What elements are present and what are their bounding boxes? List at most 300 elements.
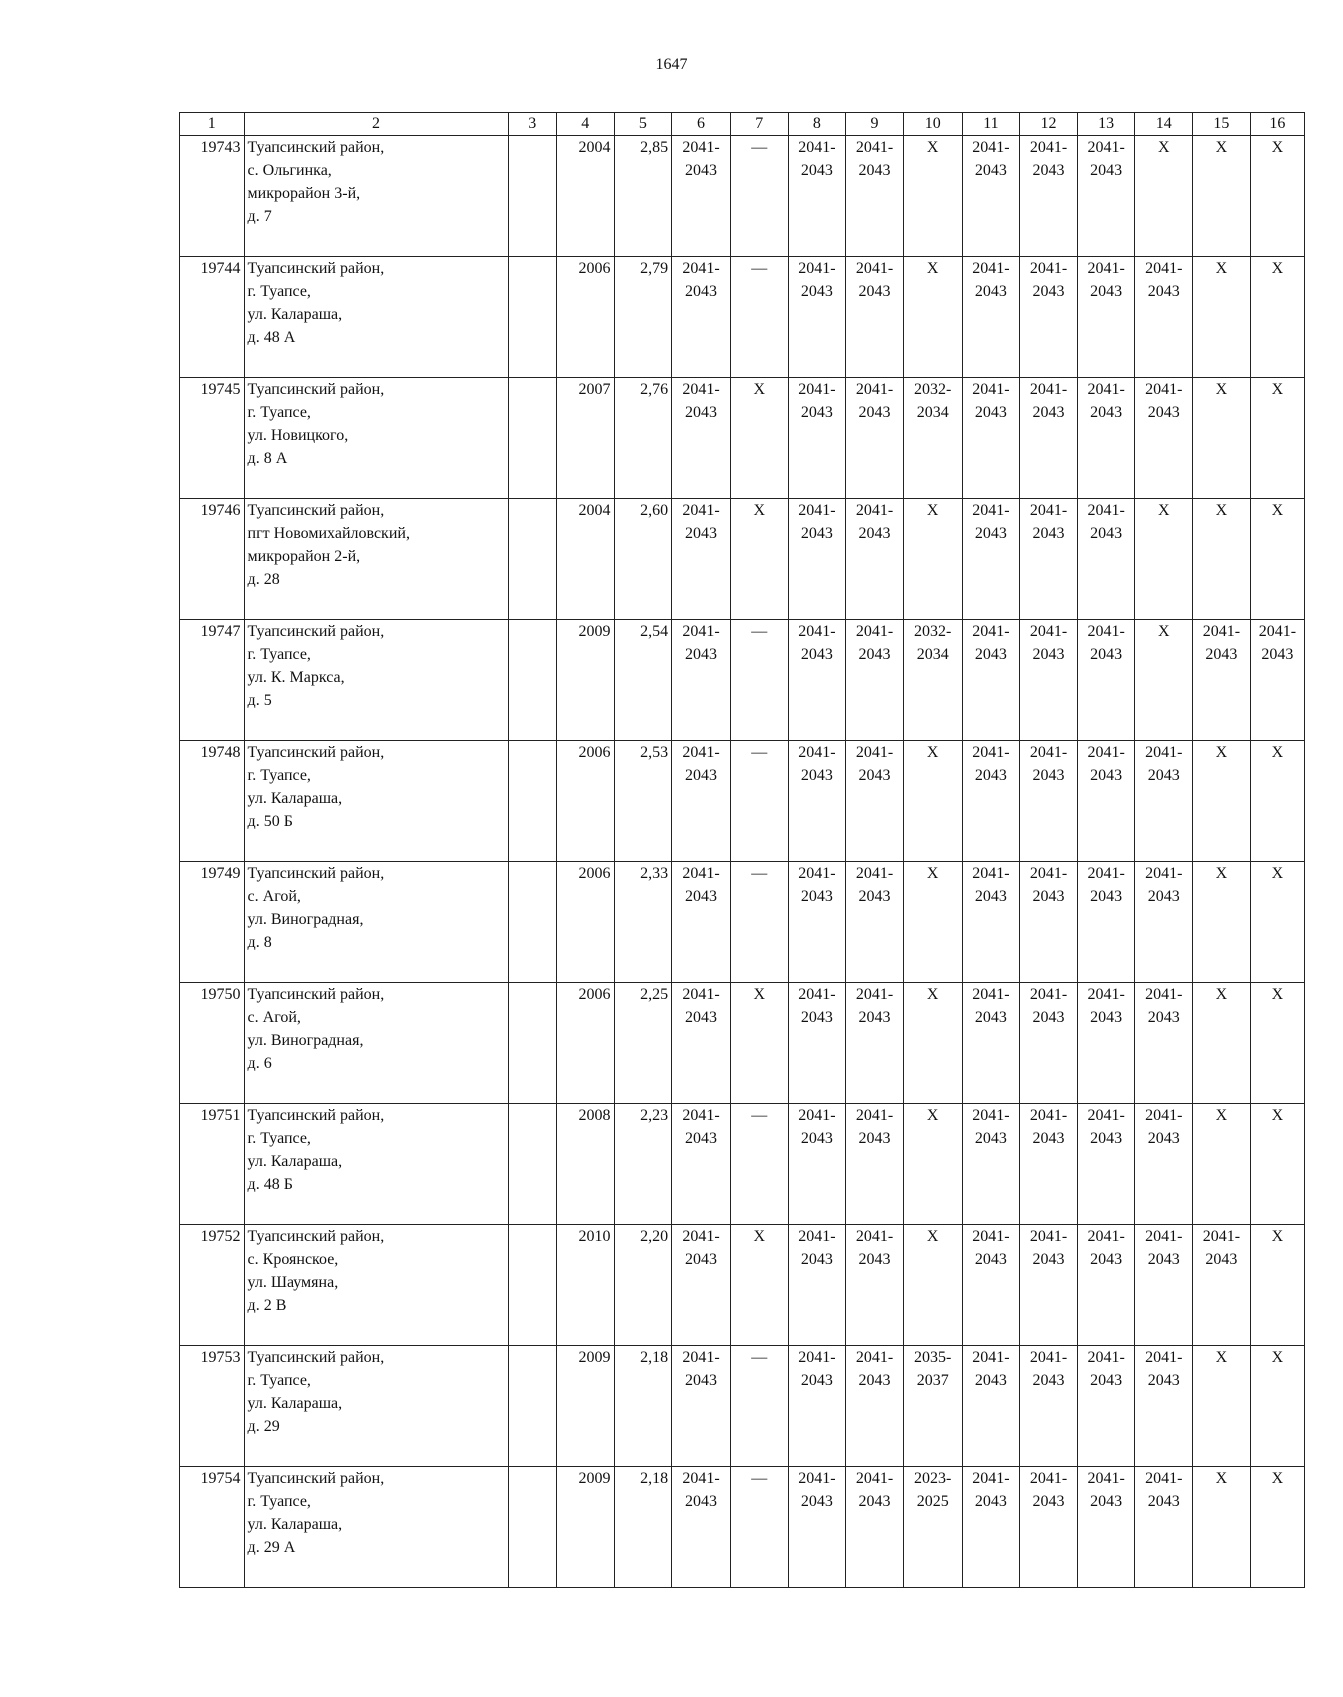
period-cell-c8 — [788, 1104, 846, 1225]
address-line: Туапсинский район, — [247, 865, 385, 882]
range-start: 2041- — [798, 1349, 836, 1366]
value-cell: 2,20 — [614, 1225, 672, 1346]
period-cell-c15: X — [1193, 741, 1251, 862]
range-start: 2041- — [1145, 744, 1183, 761]
range-start: 2041- — [855, 1349, 894, 1366]
address-cell — [244, 983, 508, 1104]
period-cell-c8 — [788, 1467, 846, 1588]
address-line: Туапсинский район, — [247, 381, 385, 398]
period-cell-c7: — — [730, 862, 788, 983]
range-start: 2041- — [855, 502, 894, 519]
range-end: 2043 — [1032, 767, 1065, 784]
address-line: с. Кроянское, — [247, 1251, 339, 1268]
period-cell-c11 — [962, 1104, 1020, 1225]
range-end: 2043 — [1205, 646, 1238, 663]
range-start: 2041- — [1145, 1470, 1183, 1487]
period-cell-c3 — [508, 1104, 556, 1225]
period-cell-c14 — [1135, 741, 1193, 862]
period-cell-c6 — [672, 257, 731, 378]
record-number: 19745 — [180, 378, 245, 499]
range-end: 2043 — [1032, 888, 1065, 905]
period-cell-c16: X — [1250, 499, 1304, 620]
range-start: 2041- — [972, 1228, 1010, 1245]
value-cell: 2,54 — [614, 620, 672, 741]
address-line: д. 8 — [247, 934, 272, 951]
period-cell-c14 — [1135, 257, 1193, 378]
period-cell-c14 — [1135, 983, 1193, 1104]
range-start: 2041- — [1087, 986, 1125, 1003]
period-cell-c10: X — [903, 257, 962, 378]
range-start: 2041- — [972, 623, 1010, 640]
range-end: 2043 — [1032, 1130, 1065, 1147]
range-start: 2041- — [972, 744, 1010, 761]
period-cell-c6 — [672, 620, 731, 741]
period-cell-c11 — [962, 1225, 1020, 1346]
range-end: 2043 — [858, 767, 891, 784]
period-cell-c3 — [508, 1225, 556, 1346]
address-cell — [244, 1467, 508, 1588]
table-row — [180, 620, 1305, 741]
address-cell — [244, 1346, 508, 1467]
address-cell — [244, 378, 508, 499]
column-header: 1 — [180, 113, 245, 136]
period-cell-c6 — [672, 983, 731, 1104]
year-cell: 2004 — [556, 499, 614, 620]
range-start: 2041- — [798, 260, 836, 277]
address-line: с. Ольгинка, — [247, 162, 332, 179]
range-start: 2041- — [1087, 865, 1125, 882]
range-start: 2041- — [972, 986, 1010, 1003]
period-cell-c9 — [846, 862, 904, 983]
address-line: Туапсинский район, — [247, 986, 385, 1003]
address-line: ул. Калараша, — [247, 1516, 343, 1533]
period-cell-c7: — — [730, 1346, 788, 1467]
period-cell-c9 — [846, 983, 904, 1104]
period-cell-c8 — [788, 257, 846, 378]
period-cell-c11 — [962, 1346, 1020, 1467]
period-cell-c16: X — [1250, 862, 1304, 983]
address-line: г. Туапсе, — [247, 283, 311, 300]
period-cell-c13 — [1077, 620, 1135, 741]
range-start: 2041- — [972, 1470, 1010, 1487]
range-start: 2041- — [855, 381, 894, 398]
range-end: 2043 — [685, 162, 718, 179]
period-cell-c15: X — [1193, 1104, 1251, 1225]
period-cell-c11 — [962, 862, 1020, 983]
period-cell-c10: X — [903, 862, 962, 983]
table-row — [180, 378, 1305, 499]
period-cell-c12 — [1020, 257, 1078, 378]
column-number-row — [180, 113, 1305, 136]
range-start: 2041- — [682, 381, 720, 398]
period-cell-c6 — [672, 741, 731, 862]
period-cell-c15: X — [1193, 136, 1251, 257]
range-start: 2023- — [914, 1470, 952, 1487]
range-end: 2043 — [858, 646, 891, 663]
range-end: 2043 — [1147, 1009, 1180, 1026]
period-cell-c8 — [788, 1346, 846, 1467]
range-start: 2041- — [1029, 744, 1068, 761]
range-start: 2041- — [798, 381, 836, 398]
period-cell-c6 — [672, 136, 731, 257]
period-cell-c10 — [903, 378, 962, 499]
address-line: микрорайон 3-й, — [247, 185, 361, 202]
period-cell-c7: — — [730, 136, 788, 257]
period-cell-c13 — [1077, 1104, 1135, 1225]
address-line: ул. Виноградная, — [247, 911, 364, 928]
address-line: ул. Шаумяна, — [247, 1274, 339, 1291]
period-cell-c12 — [1020, 1225, 1078, 1346]
range-start: 2041- — [682, 1349, 720, 1366]
column-header: 4 — [556, 113, 614, 136]
range-start: 2041- — [682, 986, 720, 1003]
period-cell-c6 — [672, 1467, 731, 1588]
period-cell-c13 — [1077, 1467, 1135, 1588]
address-line: Туапсинский район, — [247, 260, 385, 277]
table-row — [180, 983, 1305, 1104]
range-end: 2043 — [858, 1009, 891, 1026]
address-line: Туапсинский район, — [247, 1228, 385, 1245]
range-start: 2041- — [855, 139, 894, 156]
year-cell: 2004 — [556, 136, 614, 257]
period-cell-c11 — [962, 983, 1020, 1104]
period-cell-c15: X — [1193, 1346, 1251, 1467]
range-end: 2043 — [1090, 1372, 1123, 1389]
range-start: 2041- — [855, 260, 894, 277]
period-cell-c12 — [1020, 499, 1078, 620]
period-cell-c6 — [672, 1225, 731, 1346]
column-header: 11 — [962, 113, 1020, 136]
period-cell-c7: X — [730, 1225, 788, 1346]
range-start: 2032- — [914, 623, 952, 640]
period-cell-c8 — [788, 499, 846, 620]
address-line: пгт Новомихайловский, — [247, 525, 410, 542]
period-cell-c10: X — [903, 136, 962, 257]
record-number: 19743 — [180, 136, 245, 257]
range-start: 2041- — [855, 865, 894, 882]
period-cell-c14 — [1135, 1225, 1193, 1346]
period-cell-c12 — [1020, 378, 1078, 499]
address-line: д. 2 В — [247, 1297, 287, 1314]
period-cell-c13 — [1077, 136, 1135, 257]
range-end: 2043 — [974, 1130, 1007, 1147]
column-header: 16 — [1250, 113, 1304, 136]
range-start: 2041- — [1087, 1228, 1125, 1245]
period-cell-c13 — [1077, 1346, 1135, 1467]
period-cell-c10: X — [903, 499, 962, 620]
period-cell-c13 — [1077, 983, 1135, 1104]
range-start: 2041- — [1145, 865, 1183, 882]
range-end: 2043 — [974, 1009, 1007, 1026]
range-start: 2041- — [682, 260, 720, 277]
period-cell-c3 — [508, 499, 556, 620]
year-cell: 2008 — [556, 1104, 614, 1225]
range-end: 2043 — [858, 525, 891, 542]
column-header: 12 — [1020, 113, 1078, 136]
range-start: 2041- — [855, 1470, 894, 1487]
range-end: 2043 — [685, 404, 718, 421]
period-cell-c14: X — [1135, 620, 1193, 741]
range-start: 2041- — [972, 865, 1010, 882]
period-cell-c14 — [1135, 1346, 1193, 1467]
period-cell-c7: X — [730, 499, 788, 620]
period-cell-c12 — [1020, 741, 1078, 862]
year-cell: 2009 — [556, 1346, 614, 1467]
period-cell-c10: X — [903, 983, 962, 1104]
range-end: 2043 — [685, 1130, 718, 1147]
address-line: ул. Калараша, — [247, 1395, 343, 1412]
address-line: д. 7 — [247, 208, 272, 225]
period-cell-c16: X — [1250, 1225, 1304, 1346]
address-line: д. 8 А — [247, 450, 288, 467]
range-start: 2041- — [798, 986, 836, 1003]
address-cell — [244, 499, 508, 620]
address-line: ул. Калараша, — [247, 306, 343, 323]
address-line: микрорайон 2-й, — [247, 548, 361, 565]
range-start: 2041- — [1258, 623, 1297, 640]
range-end: 2043 — [1032, 646, 1065, 663]
period-cell-c11 — [962, 499, 1020, 620]
column-header: 5 — [614, 113, 672, 136]
period-cell-c9 — [846, 741, 904, 862]
period-cell-c9 — [846, 257, 904, 378]
address-line: д. 5 — [247, 692, 272, 709]
period-cell-c8 — [788, 741, 846, 862]
page-number: 1647 — [655, 56, 688, 73]
year-cell: 2010 — [556, 1225, 614, 1346]
value-cell: 2,60 — [614, 499, 672, 620]
period-cell-c14 — [1135, 378, 1193, 499]
range-start: 2041- — [1145, 1107, 1183, 1124]
period-cell-c8 — [788, 378, 846, 499]
range-end: 2043 — [974, 1251, 1007, 1268]
table-row — [180, 136, 1305, 257]
period-cell-c8 — [788, 620, 846, 741]
value-cell: 2,85 — [614, 136, 672, 257]
column-header: 10 — [903, 113, 962, 136]
period-cell-c10: X — [903, 741, 962, 862]
period-cell-c14: X — [1135, 499, 1193, 620]
range-end: 2043 — [1090, 525, 1123, 542]
range-end: 2043 — [974, 162, 1007, 179]
range-end: 2043 — [1032, 1009, 1065, 1026]
period-cell-c10 — [903, 1346, 962, 1467]
range-start: 2041- — [798, 865, 836, 882]
range-start: 2041- — [1029, 1470, 1068, 1487]
address-line: ул. Новицкого, — [247, 427, 349, 444]
year-cell: 2006 — [556, 257, 614, 378]
period-cell-c12 — [1020, 136, 1078, 257]
period-cell-c11 — [962, 257, 1020, 378]
period-cell-c13 — [1077, 862, 1135, 983]
range-start: 2041- — [1029, 1349, 1068, 1366]
range-start: 2041- — [1087, 381, 1125, 398]
range-end: 2043 — [1032, 404, 1065, 421]
range-end: 2043 — [1032, 1372, 1065, 1389]
period-cell-c7: — — [730, 1467, 788, 1588]
address-line: д. 29 — [247, 1418, 280, 1435]
range-start: 2041- — [682, 139, 720, 156]
address-cell — [244, 136, 508, 257]
range-start: 2041- — [1145, 986, 1183, 1003]
range-start: 2041- — [1087, 623, 1125, 640]
period-cell-c9 — [846, 1225, 904, 1346]
column-header: 8 — [788, 113, 846, 136]
year-cell: 2006 — [556, 741, 614, 862]
range-start: 2041- — [1029, 986, 1068, 1003]
value-cell: 2,18 — [614, 1346, 672, 1467]
address-line: с. Агой, — [247, 888, 301, 905]
address-line: д. 48 А — [247, 329, 296, 346]
range-start: 2041- — [1087, 502, 1125, 519]
period-cell-c16: X — [1250, 136, 1304, 257]
period-cell-c13 — [1077, 499, 1135, 620]
address-line: г. Туапсе, — [247, 1130, 311, 1147]
table-row — [180, 862, 1305, 983]
range-end: 2043 — [1090, 162, 1123, 179]
period-cell-c8 — [788, 1225, 846, 1346]
address-line: с. Агой, — [247, 1009, 301, 1026]
period-cell-c11 — [962, 620, 1020, 741]
period-cell-c15: X — [1193, 862, 1251, 983]
period-cell-c3 — [508, 862, 556, 983]
range-start: 2035- — [914, 1349, 952, 1366]
range-end: 2043 — [685, 525, 718, 542]
address-cell — [244, 1225, 508, 1346]
range-end: 2043 — [800, 888, 833, 905]
range-end: 2043 — [1032, 525, 1065, 542]
column-header: 13 — [1077, 113, 1135, 136]
range-start: 2041- — [1029, 381, 1068, 398]
period-cell-c15: X — [1193, 257, 1251, 378]
range-end: 2043 — [1090, 1009, 1123, 1026]
range-end: 2043 — [685, 1251, 718, 1268]
period-cell-c10 — [903, 1467, 962, 1588]
range-start: 2041- — [855, 744, 894, 761]
period-cell-c12 — [1020, 1104, 1078, 1225]
range-end: 2043 — [1147, 404, 1180, 421]
range-start: 2041- — [798, 1107, 836, 1124]
range-end: 2043 — [1090, 646, 1123, 663]
period-cell-c15: X — [1193, 983, 1251, 1104]
range-end: 2043 — [974, 404, 1007, 421]
address-line: г. Туапсе, — [247, 646, 311, 663]
period-cell-c12 — [1020, 1467, 1078, 1588]
period-cell-c11 — [962, 378, 1020, 499]
range-start: 2041- — [682, 623, 720, 640]
period-cell-c3 — [508, 378, 556, 499]
range-end: 2043 — [858, 1372, 891, 1389]
range-start: 2041- — [1087, 1349, 1125, 1366]
range-end: 2043 — [1261, 646, 1294, 663]
range-end: 2043 — [1090, 1251, 1123, 1268]
range-end: 2043 — [1032, 1251, 1065, 1268]
range-end: 2043 — [685, 1372, 718, 1389]
range-end: 2043 — [800, 525, 833, 542]
period-cell-c7: X — [730, 983, 788, 1104]
range-start: 2041- — [972, 1349, 1010, 1366]
column-header: 7 — [730, 113, 788, 136]
column-header: 2 — [244, 113, 508, 136]
period-cell-c16: X — [1250, 1346, 1304, 1467]
year-cell: 2006 — [556, 983, 614, 1104]
period-cell-c15 — [1193, 1225, 1251, 1346]
range-end: 2043 — [685, 1493, 718, 1510]
period-cell-c11 — [962, 741, 1020, 862]
period-cell-c3 — [508, 983, 556, 1104]
range-end: 2043 — [1147, 1493, 1180, 1510]
period-cell-c8 — [788, 862, 846, 983]
address-line: ул. Калараша, — [247, 1153, 343, 1170]
range-end: 2043 — [685, 767, 718, 784]
period-cell-c16 — [1250, 620, 1304, 741]
range-end: 2043 — [1090, 404, 1123, 421]
value-cell: 2,18 — [614, 1467, 672, 1588]
range-start: 2041- — [798, 744, 836, 761]
range-start: 2041- — [1087, 1107, 1125, 1124]
range-end: 2043 — [974, 767, 1007, 784]
period-cell-c15 — [1193, 620, 1251, 741]
range-start: 2041- — [682, 744, 720, 761]
range-end: 2043 — [858, 283, 891, 300]
range-start: 2041- — [798, 139, 836, 156]
period-cell-c14 — [1135, 1467, 1193, 1588]
range-end: 2034 — [916, 404, 949, 421]
address-cell — [244, 862, 508, 983]
period-cell-c16: X — [1250, 983, 1304, 1104]
range-end: 2037 — [916, 1372, 949, 1389]
range-start: 2041- — [972, 381, 1010, 398]
range-start: 2041- — [1029, 139, 1068, 156]
range-start: 2041- — [1145, 1228, 1183, 1245]
range-end: 2043 — [1147, 1372, 1180, 1389]
range-start: 2041- — [682, 1470, 720, 1487]
range-end: 2043 — [685, 1009, 718, 1026]
record-number: 19754 — [180, 1467, 245, 1588]
period-cell-c7: — — [730, 741, 788, 862]
year-cell: 2007 — [556, 378, 614, 499]
column-header: 6 — [672, 113, 731, 136]
period-cell-c3 — [508, 620, 556, 741]
range-end: 2043 — [1147, 888, 1180, 905]
range-start: 2041- — [798, 1228, 836, 1245]
period-cell-c3 — [508, 1467, 556, 1588]
range-end: 2043 — [974, 646, 1007, 663]
period-cell-c11 — [962, 136, 1020, 257]
period-cell-c11 — [962, 1467, 1020, 1588]
range-start: 2041- — [682, 1107, 720, 1124]
range-end: 2043 — [1090, 283, 1123, 300]
range-end: 2043 — [974, 283, 1007, 300]
range-end: 2043 — [1090, 888, 1123, 905]
address-line: г. Туапсе, — [247, 1372, 311, 1389]
value-cell: 2,79 — [614, 257, 672, 378]
period-cell-c15: X — [1193, 1467, 1251, 1588]
range-end: 2043 — [800, 1009, 833, 1026]
address-line: д. 29 А — [247, 1539, 296, 1556]
period-cell-c13 — [1077, 257, 1135, 378]
record-number: 19748 — [180, 741, 245, 862]
period-cell-c7: — — [730, 1104, 788, 1225]
table-row — [180, 499, 1305, 620]
range-end: 2043 — [1032, 162, 1065, 179]
record-number: 19746 — [180, 499, 245, 620]
period-cell-c9 — [846, 1104, 904, 1225]
period-cell-c10: X — [903, 1225, 962, 1346]
period-cell-c15: X — [1193, 378, 1251, 499]
range-end: 2043 — [800, 283, 833, 300]
range-start: 2041- — [682, 502, 720, 519]
